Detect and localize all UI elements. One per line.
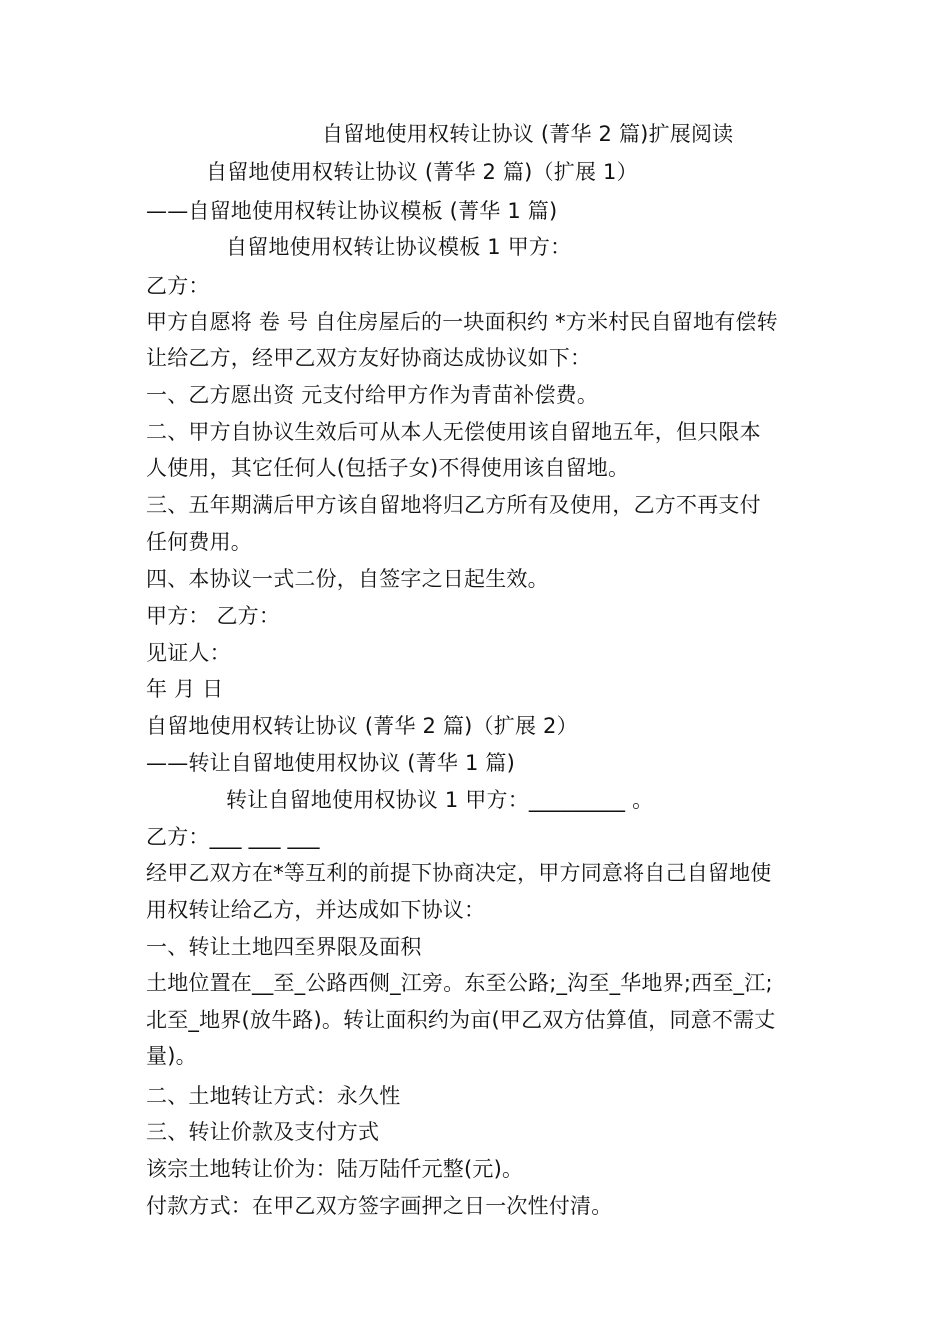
paragraph-line: 经甲乙双方在*等互利的前提下协商决定，甲方同意将自己自留地使 <box>146 861 772 885</box>
extension-2-heading: 自留地使用权转让协议 (菁华 2 篇)（扩展 2） <box>146 714 578 738</box>
paragraph-line: 甲方自愿将 卷 号 自住房屋后的一块面积约 *方米村民自留地有偿转 <box>146 310 778 334</box>
paragraph-line: 让给乙方，经甲乙双方友好协商达成协议如下： <box>146 346 592 370</box>
paragraph-line: 用权转让给乙方，并达成如下协议： <box>146 898 486 922</box>
land-location-line: 土地位置在__至_公路西侧_江旁。东至公路;_沟至_华地界;西至_江; <box>146 971 773 995</box>
clause-2-cont: 人使用，其它任何人(包括子女)不得使用该自留地。 <box>146 456 630 480</box>
template-2-heading: 转让自留地使用权协议 1 甲方：_________ 。 <box>226 788 654 812</box>
extension-1-subheading: ——自留地使用权转让协议模板 (菁华 1 篇) <box>146 199 558 223</box>
clause-3-cont: 任何费用。 <box>146 530 252 554</box>
price-line: 该宗土地转让价为：陆万陆仟元整(元)。 <box>146 1157 524 1181</box>
section-1-heading: 一、转让土地四至界限及面积 <box>146 935 422 959</box>
date-line: 年 月 日 <box>146 677 224 701</box>
clause-3: 三、五年期满后甲方该自留地将归乙方所有及使用，乙方不再支付 <box>146 493 761 517</box>
section-3-heading: 三、转让价款及支付方式 <box>146 1120 380 1144</box>
clause-1: 一、乙方愿出资 元支付给甲方作为青苗补偿费。 <box>146 383 599 407</box>
template-1-heading: 自留地使用权转让协议模板 1 甲方： <box>226 235 572 259</box>
clause-2: 二、甲方自协议生效后可从本人无偿使用该自留地五年，但只限本 <box>146 420 761 444</box>
signature-parties: 甲方： 乙方： <box>146 604 281 628</box>
party-b-line: 乙方：___ ___ ___ <box>146 825 320 849</box>
section-2-heading: 二、土地转让方式：永久性 <box>146 1084 401 1108</box>
payment-line: 付款方式：在甲乙双方签字画押之日一次性付清。 <box>146 1194 613 1218</box>
document-title: 自留地使用权转让协议 (菁华 2 篇)扩展阅读 <box>322 122 734 146</box>
land-location-line: 北至_地界(放牛路)。转让面积约为亩(甲乙双方估算值，同意不需丈 <box>146 1008 776 1032</box>
extension-1-heading: 自留地使用权转让协议 (菁华 2 篇)（扩展 1） <box>206 160 638 184</box>
witness-line: 见证人： <box>146 641 231 665</box>
land-location-line: 量)。 <box>146 1044 197 1068</box>
clause-4: 四、本协议一式二份，自签字之日起生效。 <box>146 567 549 591</box>
party-b-line: 乙方： <box>146 274 210 298</box>
extension-2-subheading: ——转让自留地使用权协议 (菁华 1 篇) <box>146 751 515 775</box>
